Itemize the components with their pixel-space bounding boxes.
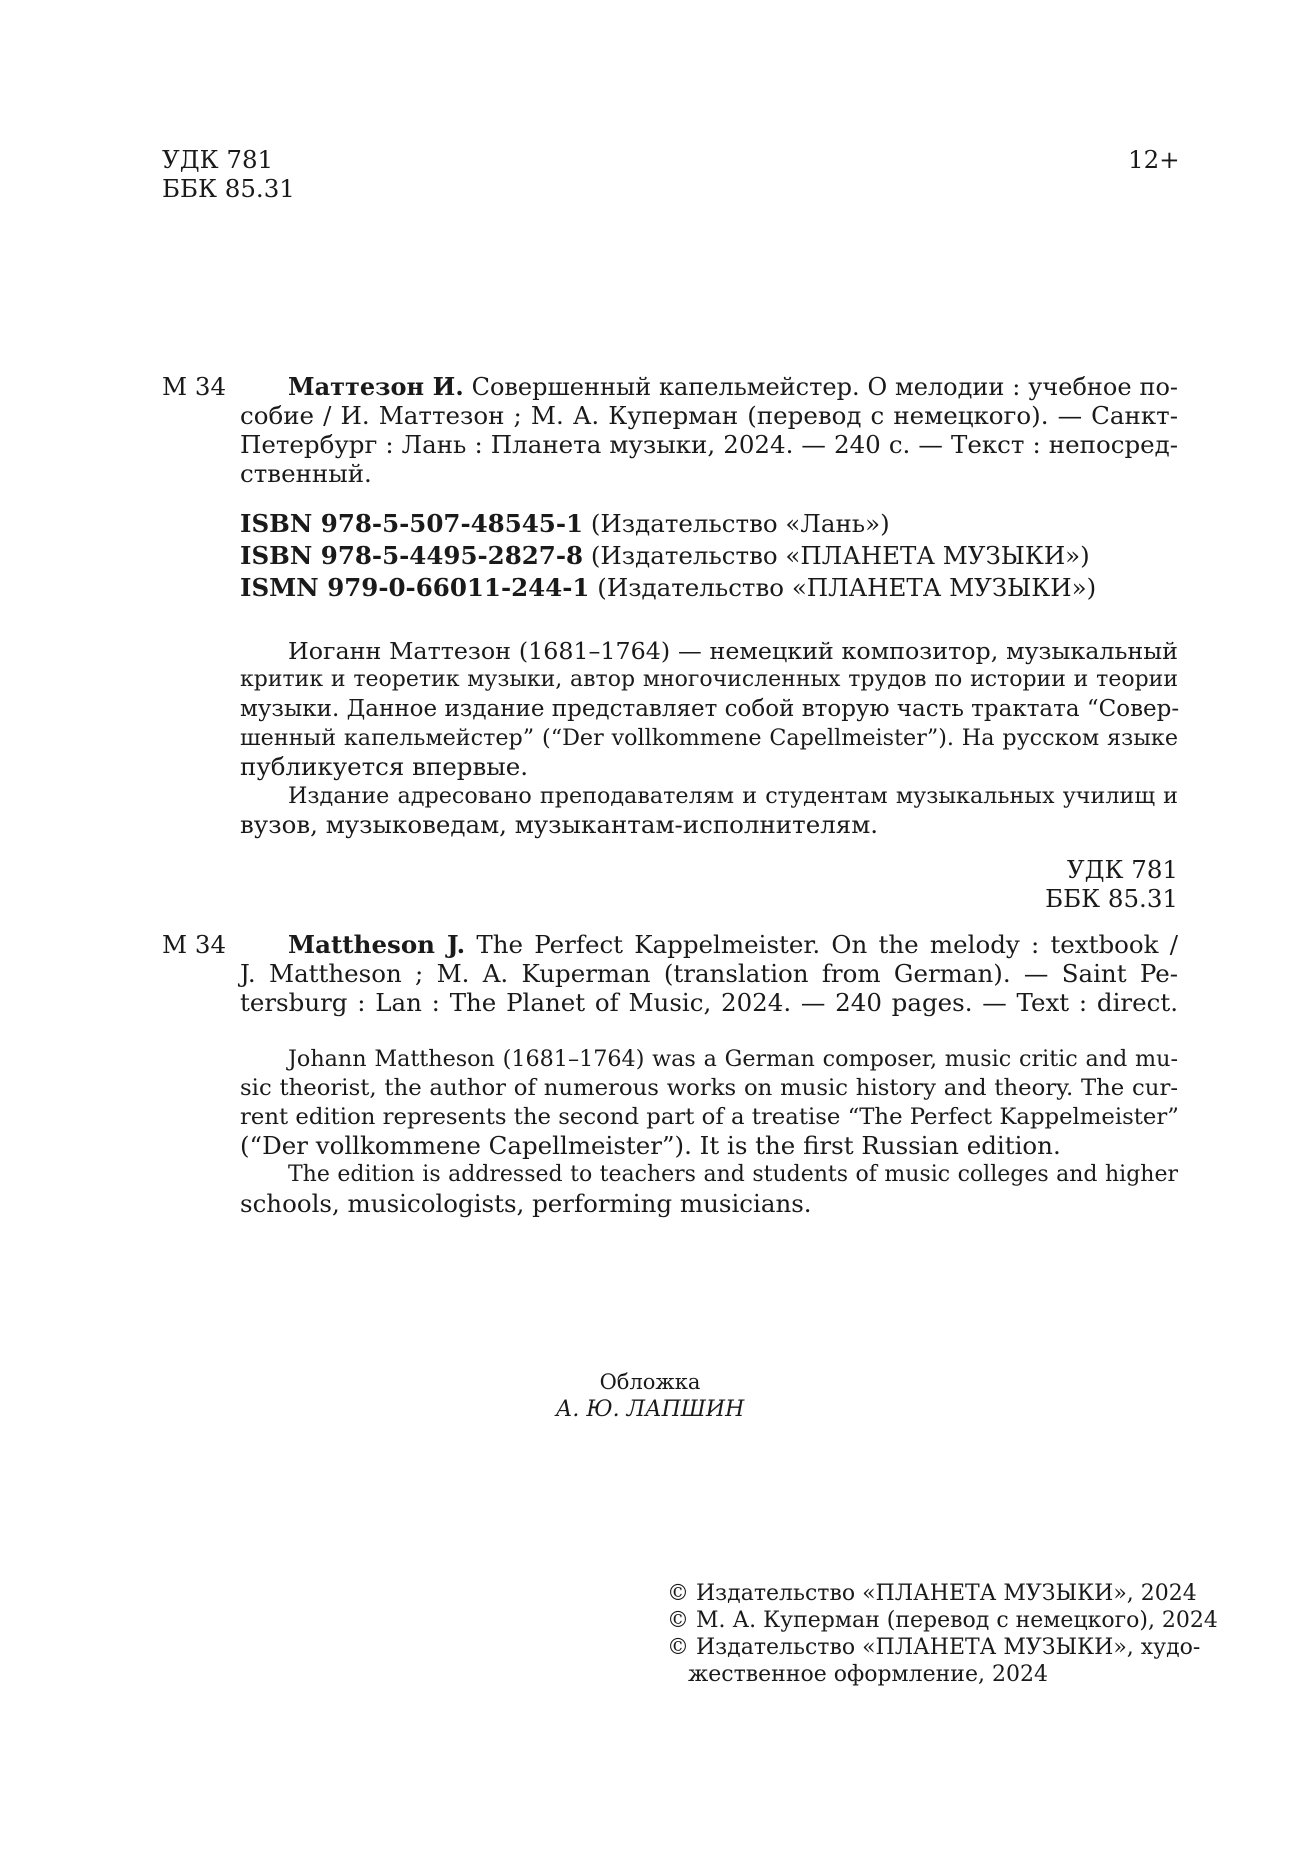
isbn-publisher: (Издательство «ПЛАНЕТА МУЗЫКИ») <box>583 541 1090 570</box>
copyright-line: © М. А. Куперман (перевод с немецкого), 2024 <box>667 1608 1218 1633</box>
en-abstract-line: The edition is addressed to teachers and students of music colleges and higher <box>288 1162 1178 1187</box>
ru-entry-line-1 <box>288 373 1178 402</box>
ru-entry-line-2: собие / И. Маттезон ; М. А. Куперман (перевод с немецкого). — Санкт- <box>240 401 1178 430</box>
header-bbk: ББК 85.31 <box>162 174 295 203</box>
ru-entry-line-3: Петербург : Лань : Планета музыки, 2024. — 240 с. — Текст : непосред- <box>240 430 1178 459</box>
copyright-line: жественное оформление, 2024 <box>688 1662 1048 1687</box>
ru-title: Совершенный капельмейстер. О мелодии : учебное по- <box>463 373 1179 401</box>
ru-abstract-line: шенный капельмейстер” (“Der vollkommene Capellmeister”). На русском языке <box>240 725 1178 751</box>
ismn-line <box>240 574 1096 603</box>
ru-abstract-line: Издание адресовано преподавателям и студентам музыкальных училищ и <box>288 783 1178 809</box>
en-entry-line-3: tersburg : Lan : The Planet of Music, 2024. — 240 pages. — Text : direct. <box>240 988 1178 1017</box>
en-abstract-line: (“Der vollkommene Capellmeister”). It is the first Russian edition. <box>240 1131 1061 1160</box>
ismn-publisher: (Издательство «ПЛАНЕТА МУЗЫКИ») <box>589 573 1097 602</box>
en-abstract-line: schools, musicologists, performing musicians. <box>240 1189 812 1218</box>
ru-abstract-line: критик и теоретик музыки, автор многочисленных трудов по истории и теории <box>240 667 1178 692</box>
en-abstract-line: Johann Mattheson (1681–1764) was a German composer, music critic and mu- <box>288 1046 1178 1072</box>
ru-abstract-line: музыки. Данное издание представляет собой вторую часть трактата “Совер- <box>240 696 1180 722</box>
copyright-line: © Издательство «ПЛАНЕТА МУЗЫКИ», 2024 <box>667 1581 1197 1606</box>
ru-udk: УДК 781 <box>1066 855 1178 884</box>
header-udk: УДК 781 <box>162 145 274 174</box>
en-author: Mattheson J. <box>288 930 466 959</box>
ru-entry-line-4: ственный. <box>240 459 372 488</box>
cover-label: Обложка <box>599 1370 701 1394</box>
ru-abstract-line: публикуется впервые. <box>240 752 529 781</box>
ru-catalog-code: М 34 <box>162 372 227 401</box>
isbn-publisher: (Издательство «Лань») <box>583 509 890 538</box>
ru-author: Маттезон И. <box>288 372 464 401</box>
en-entry-line-2: J. Mattheson ; M. A. Kuperman (translation from German). — Saint Pe- <box>240 959 1178 988</box>
cover-designer: А. Ю. ЛАПШИН <box>555 1397 745 1422</box>
ru-bbk: ББК 85.31 <box>1045 884 1178 913</box>
copyright-line: © Издательство «ПЛАНЕТА МУЗЫКИ», худо- <box>667 1635 1201 1660</box>
isbn-number: ISBN 978-5-4495-2827-8 <box>240 541 584 570</box>
isbn-line <box>240 510 890 539</box>
en-entry-line-1 <box>288 931 1178 960</box>
age-rating: 12+ <box>1128 145 1180 174</box>
ru-abstract-line: Иоганн Маттезон (1681–1764) — немецкий композитор, музыкальный <box>288 637 1178 665</box>
isbn-line <box>240 542 1090 571</box>
isbn-number: ISBN 978-5-507-48545-1 <box>240 509 584 538</box>
en-catalog-code: M 34 <box>162 930 227 959</box>
en-abstract-line: rent edition represents the second part of a treatise “The Perfect Kappelmeister” <box>240 1104 1179 1130</box>
en-abstract-line: sic theorist, the author of numerous works on music history and theory. The cur- <box>240 1075 1178 1101</box>
ru-abstract-line: вузов, музыковедам, музыкантам-исполнителям. <box>240 810 879 839</box>
en-title: The Perfect Kappelmeister. On the melody : textbook / <box>465 930 1178 959</box>
ismn-number: ISMN 979-0-66011-244-1 <box>240 573 590 602</box>
